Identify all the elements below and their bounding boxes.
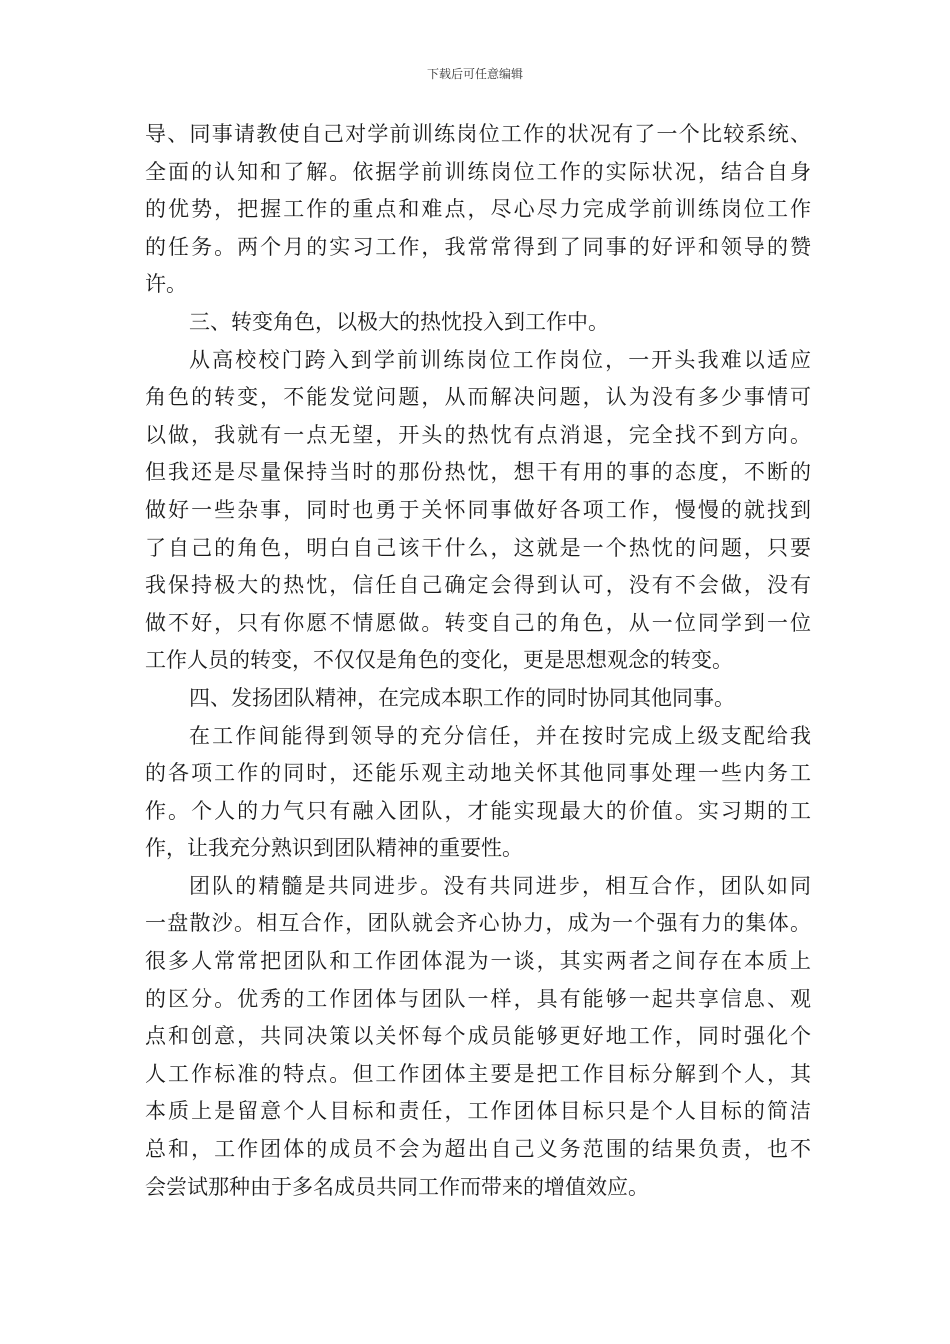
text-line: 以做，我就有一点无望，开头的热忱有点消退，完全找不到方向。	[145, 422, 811, 447]
text-line: 导、同事请教使自己对学前训练岗位工作的状况有了一个比较系统、	[145, 122, 811, 146]
text-line: 从高校校门跨入到学前训练岗位工作岗位，一开头我难以适应	[189, 347, 811, 372]
text-line: 的各项工作的同时，还能乐观主动地关怀其他同事处理一些内务工	[145, 761, 811, 786]
text-line: 我保持极大的热忱，信任自己确定会得到认可，没有不会做，没有	[145, 573, 811, 598]
text-line: 但我还是尽量保持当时的那份热忱，想干有用的事的态度，不断的	[145, 460, 811, 485]
text-line: 总和，工作团体的成员不会为超出自己义务范围的结果负责，也不	[145, 1137, 811, 1162]
text-line: 的区分。优秀的工作团体与团队一样，具有能够一起共享信息、观	[145, 986, 811, 1011]
text-line: 做不好，只有你愿不情愿做。转变自己的角色，从一位同学到一位	[145, 610, 811, 635]
text-line: 在工作间能得到领导的充分信任，并在按时完成上级支配给我	[189, 723, 811, 748]
text-line: 人工作标准的特点。但工作团体主要是把工作目标分解到个人，其	[145, 1061, 811, 1086]
text-line: 团队的精髓是共同进步。没有共同进步，相互合作，团队如同	[189, 873, 811, 898]
text-line: 一盘散沙。相互合作，团队就会齐心协力，成为一个强有力的集体。	[145, 911, 811, 936]
text-line: 的优势，把握工作的重点和难点，尽心尽力完成学前训练岗位工作	[145, 197, 811, 222]
text-line: 三、转变角色，以极大的热忱投入到工作中。	[189, 309, 609, 334]
text-line: 了自己的角色，明白自己该干什么，这就是一个热忱的问题，只要	[145, 535, 811, 560]
text-line: 许。	[145, 272, 187, 297]
text-line: 作，让我充分熟识到团队精神的重要性。	[145, 836, 523, 861]
text-line: 全面的认知和了解。依据学前训练岗位工作的实际状况，结合自身	[145, 159, 811, 184]
text-line: 做好一些杂事，同时也勇于关怀同事做好各项工作，慢慢的就找到	[145, 497, 811, 522]
text-line: 点和创意，共同决策以关怀每个成员能够更好地工作，同时强化个	[145, 1024, 811, 1049]
text-line: 会尝试那种由于多名成员共同工作而带来的增值效应。	[145, 1174, 649, 1199]
page-header: 下载后可任意编辑	[426, 67, 523, 81]
text-line: 四、发扬团队精神，在完成本职工作的同时协同其他同事。	[189, 685, 735, 710]
text-line: 本质上是留意个人目标和责任，工作团体目标只是个人目标的简洁	[145, 1099, 811, 1124]
text-line: 角色的转变，不能发觉问题，从而解决问题，认为没有多少事情可	[145, 385, 811, 410]
document-body	[145, 116, 811, 1206]
text-line: 的任务。两个月的实习工作，我常常得到了同事的好评和领导的赞	[145, 234, 811, 259]
text-line: 很多人常常把团队和工作团体混为一谈，其实两者之间存在本质上	[145, 949, 811, 974]
text-line: 作。个人的力气只有融入团队，才能实现最大的价值。实习期的工	[145, 798, 811, 823]
text-line: 工作人员的转变，不仅仅是角色的变化，更是思想观念的转变。	[145, 648, 733, 673]
